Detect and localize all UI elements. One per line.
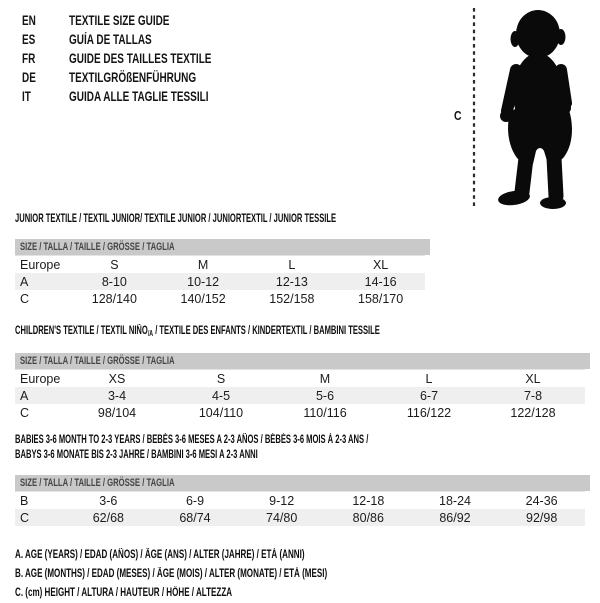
table-cell: 8-10	[101, 274, 127, 289]
table-cell: 12-13	[275, 274, 308, 289]
table-row-age-months	[15, 491, 585, 509]
language-title: TEXTILE SIZE GUIDE	[69, 13, 170, 28]
height-marker-label: C	[454, 108, 462, 123]
table-cell: Europe	[20, 371, 61, 386]
table-row-height	[15, 404, 585, 421]
table-cell: 9-12	[269, 493, 295, 508]
table-cell: M	[197, 257, 209, 272]
size-header-bar	[15, 353, 590, 369]
section-title-babies-line1: BABIES 3-6 MONTH TO 2-3 YEARS / BEBÉS 3-6 MESES A 2-3 AÑOS / BÉBÉS 3-6 MOIS À 2-3 ANS /	[15, 434, 369, 446]
table-cell: XL	[525, 371, 541, 386]
language-code: ES	[22, 32, 36, 47]
size-header-bar	[15, 239, 430, 255]
table-row-age	[15, 273, 425, 290]
table-cell: 104/110	[198, 405, 244, 420]
table-cell: 6-7	[419, 388, 439, 403]
language-row-it	[22, 87, 262, 106]
table-cell: 128/140	[91, 291, 137, 306]
footnote-b: B. AGE (MONTHS) / EDAD (MESES) / ÂGE (MOIS) / ALTER (MONATE) / ETÀ (MESI)	[15, 568, 328, 580]
table-cell: 62/68	[92, 510, 124, 525]
table-cell: 98/104	[97, 405, 137, 420]
table-cell: 92/98	[526, 510, 558, 525]
table-cell: L	[288, 257, 296, 272]
table-row-columns	[15, 369, 585, 387]
section-title-subscript: /A	[147, 329, 154, 338]
table-cell: Europe	[20, 257, 61, 272]
language-title: GUÍA DE TALLAS	[69, 32, 152, 47]
table-cell: 3-6	[99, 493, 118, 508]
table-cell: 10-12	[187, 274, 220, 289]
table-cell: 122/128	[510, 405, 556, 420]
size-table-babies	[15, 475, 587, 526]
table-row-height	[15, 290, 425, 307]
table-cell: S	[110, 257, 119, 272]
language-code: FR	[22, 51, 36, 66]
table-cell: 18-24	[439, 493, 471, 508]
baby-silhouette-icon	[486, 8, 590, 210]
language-title: GUIDA ALLE TAGLIE TESSILI	[69, 89, 209, 104]
section-title-text: / TEXTILE DES ENFANTS / KINDERTEXTIL / BAMBINI TESSILE	[153, 325, 380, 337]
size-header-bar	[15, 475, 590, 491]
size-header-text: SIZE / TALLA / TAILLE / GRÖSSE / TAGLIA	[20, 241, 175, 253]
table-cell: 86/92	[439, 510, 471, 525]
table-cell: A	[20, 274, 29, 289]
language-row-de	[22, 68, 262, 87]
section-title-junior: JUNIOR TEXTILE / TEXTIL JUNIOR/ TEXTILE JUNIOR / JUNIORTEXTIL / JUNIOR TESSILE	[15, 213, 337, 225]
table-cell: 6-9	[185, 493, 205, 508]
footnote-a: A. AGE (YEARS) / EDAD (AÑOS) / ÂGE (ANS) / ALTER (JAHRE) / ETÀ (ANNI)	[15, 549, 305, 561]
table-row-age	[15, 387, 585, 404]
language-code: EN	[22, 13, 36, 28]
table-cell: XL	[372, 257, 389, 272]
table-cell: 140/152	[180, 291, 226, 306]
section-title-text: CHILDREN'S TEXTILE / TEXTIL NIÑO	[15, 325, 148, 337]
table-cell: XS	[108, 371, 126, 386]
height-figure	[450, 2, 598, 216]
table-cell: 7-8	[523, 388, 543, 403]
language-row-en	[22, 11, 262, 30]
table-row-columns	[15, 255, 425, 273]
table-cell: 4-5	[211, 388, 231, 403]
table-row-height	[15, 509, 585, 526]
language-title: TEXTILGRÖßENFÜHRUNG	[69, 70, 197, 85]
table-cell: 5-6	[315, 388, 335, 403]
size-header-text: SIZE / TALLA / TAILLE / GRÖSSE / TAGLIA	[20, 355, 175, 367]
table-cell: 68/74	[179, 510, 211, 525]
language-code: IT	[22, 89, 31, 104]
section-title-children	[15, 324, 393, 341]
footnote-c: C. (cm) HEIGHT / ALTURA / HAUTEUR / HÖHE / ALTEZZA	[15, 587, 233, 599]
footnotes	[15, 546, 587, 603]
table-cell: 80/86	[352, 510, 384, 525]
table-cell: B	[20, 493, 29, 508]
table-cell: 110/116	[303, 405, 347, 420]
size-table-children	[15, 353, 587, 421]
section-title-babies-line2: BABYS 3-6 MONATE BIS 2-3 JAHRE / BAMBINI 3-6 MESI A 2-3 ANNI	[15, 449, 258, 461]
language-title: GUIDE DES TAILLES TEXTILE	[69, 51, 212, 66]
table-cell: C	[20, 405, 30, 420]
size-header-text: SIZE / TALLA / TAILLE / GRÖSSE / TAGLIA	[20, 477, 175, 489]
table-cell: 158/170	[358, 291, 404, 306]
table-cell: S	[216, 371, 226, 386]
table-cell: 14-16	[364, 274, 397, 289]
table-cell: A	[20, 388, 29, 403]
table-cell: M	[319, 371, 331, 386]
table-cell: 3-4	[107, 388, 127, 403]
size-guide-content	[15, 212, 587, 603]
table-cell: C	[20, 510, 30, 525]
language-row-es	[22, 30, 262, 49]
table-cell: 24-36	[525, 493, 558, 508]
language-row-fr	[22, 49, 262, 68]
size-table-junior	[15, 239, 587, 307]
language-code: DE	[22, 70, 36, 85]
table-cell: 12-18	[352, 493, 385, 508]
table-cell: L	[425, 371, 433, 386]
table-cell: 152/158	[269, 291, 315, 306]
table-cell: 74/80	[266, 510, 298, 525]
language-list	[22, 11, 262, 106]
table-cell: 116/122	[406, 405, 452, 420]
table-cell: C	[20, 291, 30, 306]
height-dashed-line	[472, 6, 476, 210]
